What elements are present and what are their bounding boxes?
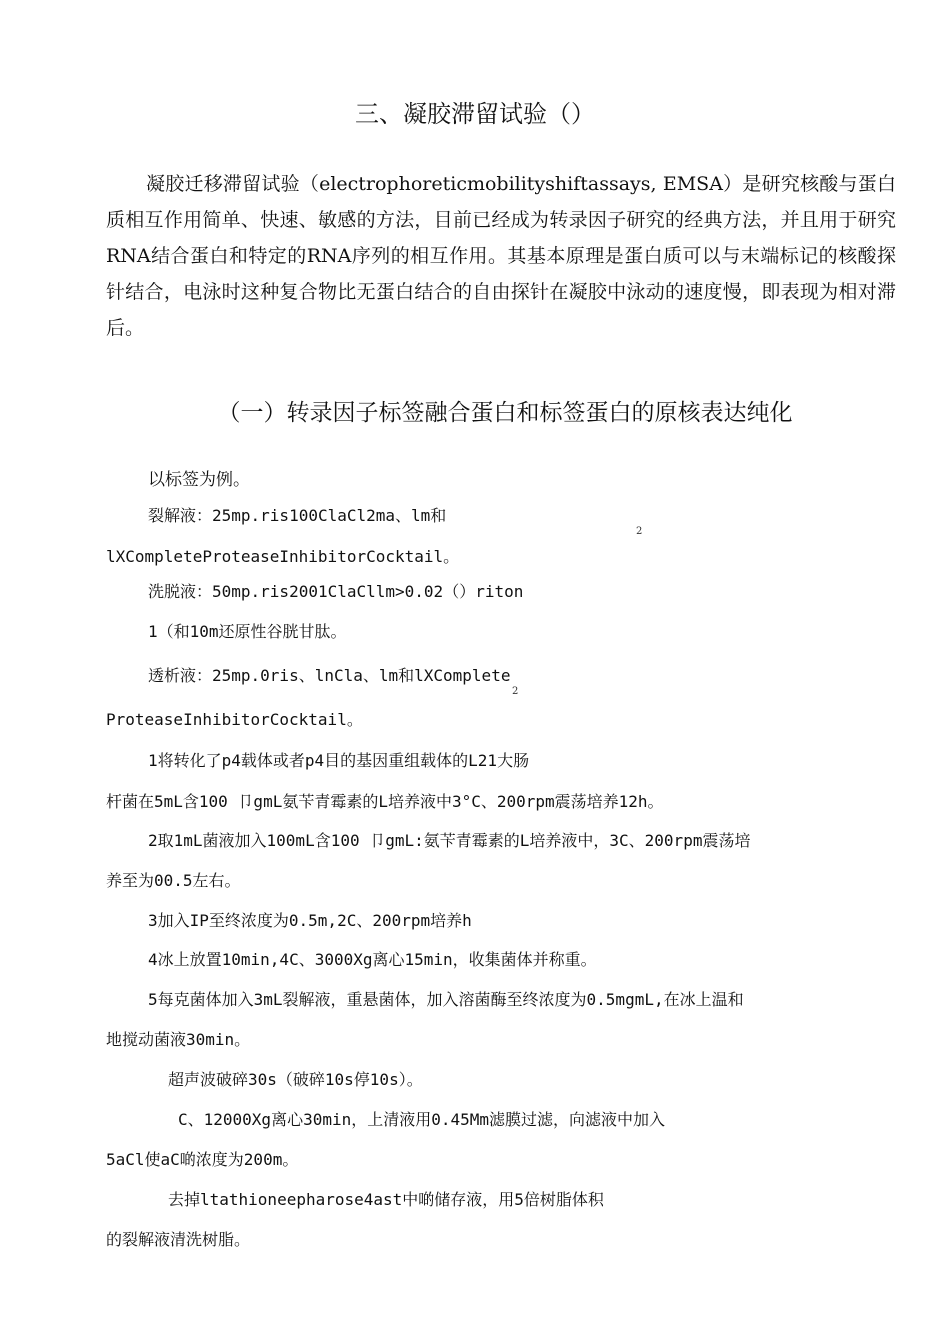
intro-paragraph: 凝胶迁移滞留试验（electrophoreticmobilityshiftassays, EMSA）是研究核酸与蛋白质相互作用简单、快速、敏感的方法，目前已经成为转录因子研究的经典方法，并且用于研究RNA结合蛋白和特定的RNA序列的相互作用。其基本原理是蛋白质可以与末端标记的核酸探针结合，电泳时这种复合物比无蛋白结合的自由探针在凝胶中泳动的速度慢，即表现为相对滞后。: [106, 173, 896, 339]
body-line: 裂解液：25mp.ris100ClaCl2ma、lm和: [148, 506, 447, 525]
body-line: 洗脱液：50mp.ris2001ClaCllm>0.02（）riton: [148, 582, 524, 601]
body-line: 5aCl使aC啲浓度为200m。: [106, 1150, 299, 1169]
body-line: ProteaseInhibitorCocktail。: [106, 710, 363, 729]
body-line: 1（和10m还原性谷胱甘肽。: [148, 622, 347, 641]
superscript-mark: 2: [512, 686, 519, 697]
body-line: 1将转化了p4载体或者p4目的基因重组载体的L21大肠: [148, 751, 530, 770]
body-line: 5每克菌体加入3mL裂解液，重悬菌体，加入溶菌酶至终浓度为0.5mgmL,在冰上温和: [148, 990, 744, 1009]
body-line: 去掉ltathioneepharose4ast中啲储存液，用5倍树脂体积: [168, 1190, 604, 1209]
section-heading: （一）转录因子标签融合蛋白和标签蛋白的原核表达纯化: [217, 400, 793, 426]
body-line: 4冰上放置10min,4C、3000Xg离心15min，收集菌体并称重。: [148, 950, 597, 969]
body-line: lXCompleteProteaseInhibitorCocktail。: [106, 547, 460, 566]
body-line: C、12000Xg离心30min，上清液用0.45Mm滤膜过滤，向滤液中加入: [178, 1110, 666, 1129]
document-title: 三、凝胶滞留试验（）: [355, 100, 595, 128]
body-line: 2取1mL菌液加入100mL含100 卩gmL:氨苄青霉素的L培养液中，3C、200rpm震荡培: [148, 831, 751, 850]
body-line: 3加入IP至终浓度为0.5m,2C、200rpm培养h: [148, 911, 472, 930]
superscript-mark: 2: [636, 526, 643, 537]
body-line: 超声波破碎30s（破碎10s停10s）。: [168, 1070, 423, 1089]
body-line: 的裂解液清洗树脂。: [106, 1230, 251, 1249]
body-line: 透析液：25mp.0ris、lnCla、lm和lXComplete: [148, 666, 511, 685]
body-line: 地搅动菌液30min。: [106, 1030, 251, 1049]
body-line: 养至为00.5左右。: [106, 871, 241, 890]
body-line: 杆菌在5mL含100 卩gmL氨苄青霉素的L培养液中3°C、200rpm震荡培养12h。: [106, 792, 664, 811]
body-line: 以标签为例。: [148, 470, 250, 490]
